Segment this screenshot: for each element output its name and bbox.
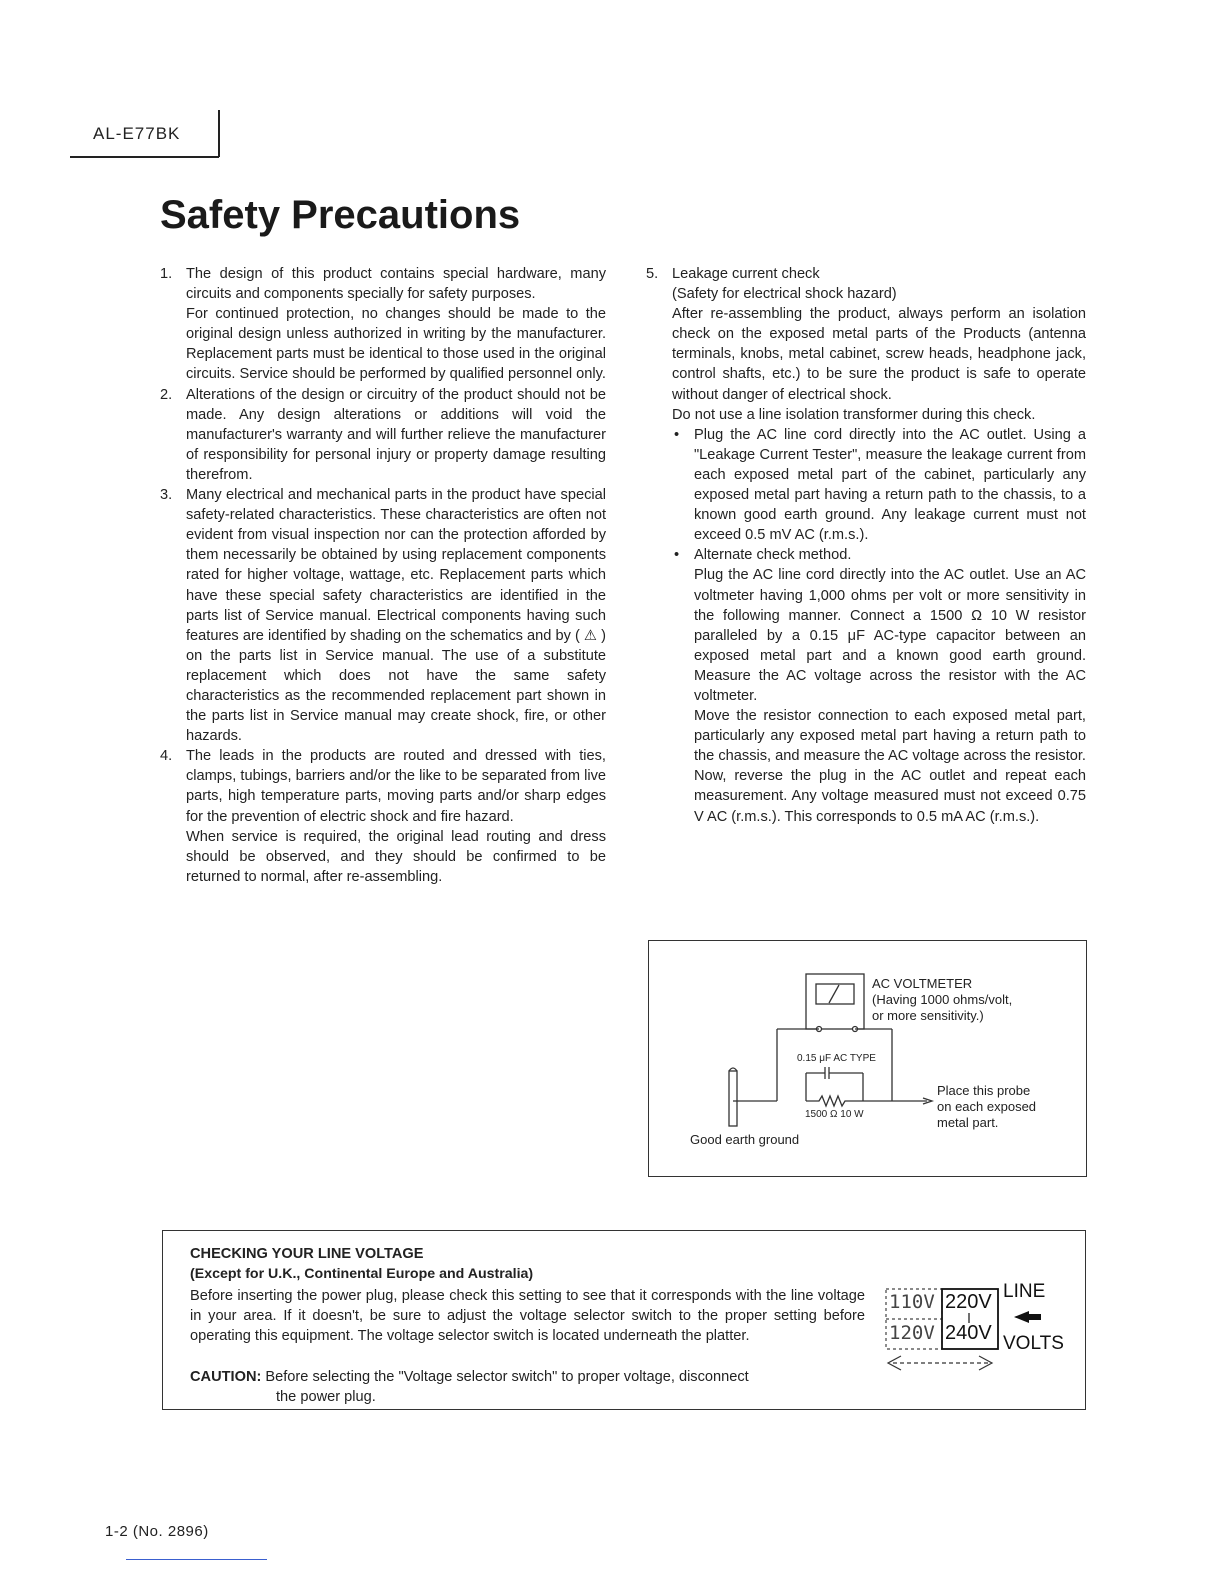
bullet-icon: • (674, 426, 680, 443)
item-number: 3. (160, 487, 173, 504)
right-column (646, 264, 1086, 827)
voltage-120: 120V (889, 1322, 935, 1344)
item-paragraph: The design of this product contains special hardware, many circuits and components specially for safety purposes. (186, 266, 606, 303)
bullet-paragraph: Plug the AC line cord directly into the AC outlet. Using a "Leakage Current Tester", measure the leakage current from each exposed metal part of the cabinet, particularly any exposed metal part having a return path to the chassis, to a known good earth ground. Any leakage current must not exceed 0.5 mV AC (r.m.s.). (694, 426, 1086, 544)
resistor-label: 1500 Ω 10 W (805, 1109, 864, 1120)
line-voltage-body: Before inserting the power plug, please check this setting to see that it corresponds with the line voltage in your area. If it doesn't, be sure to adjust the voltage selector switch to the proper setting before operating this equipment. The voltage selector switch is located underneath the platter. (190, 1288, 865, 1345)
footer-rule (126, 1559, 267, 1560)
line-voltage-subheading: (Except for U.K., Continental Europe and Australia) (190, 1266, 534, 1282)
header-divider-vertical (218, 110, 220, 157)
voltmeter-dial-icon (816, 984, 854, 1004)
left-arrow-icon (1014, 1311, 1041, 1323)
capacitor-label: 0.15 μF AC TYPE (797, 1053, 876, 1064)
line-voltage-heading: CHECKING YOUR LINE VOLTAGE (190, 1246, 424, 1262)
header-divider-horizontal (70, 156, 219, 158)
item-number: 5. (646, 266, 659, 282)
model-number: AL-E77BK (93, 124, 181, 143)
bullet-item (672, 425, 1086, 546)
voltmeter-note: (Having 1000 ohms/volt, (872, 992, 1013, 1007)
bullet-paragraph: Alternate check method. (694, 547, 852, 564)
item-number: 2. (160, 386, 173, 403)
page-number: 1-2 (No. 2896) (105, 1523, 209, 1540)
precaution-item-4 (160, 746, 606, 887)
probe-note: metal part. (937, 1115, 999, 1130)
item-paragraph: When service is required, the original lead routing and dress should be observed, and they should be confirmed to be returned to normal, after re-assembling. (186, 828, 606, 885)
item-note: Do not use a line isolation transformer during this check. (672, 406, 1036, 423)
bullet-icon: • (674, 547, 680, 564)
line-voltage-box (162, 1230, 1086, 1410)
probe-note: on each exposed (937, 1099, 1037, 1114)
voltmeter-label: AC VOLTMETER (872, 976, 973, 991)
item-paragraph: Alterations of the design or circuitry of the product should not be made. Any design alterations or additions will void the manufacturer's warranty and will further relieve the manufacturer of responsibility for personal injury or property damage resulting therefrom. (186, 386, 606, 483)
item-heading: Leakage current check (672, 266, 820, 282)
leakage-test-diagram (648, 940, 1087, 1177)
voltmeter-body (806, 974, 864, 1029)
voltage-selector-illustration (883, 1281, 1079, 1397)
item-subheading: (Safety for electrical shock hazard) (672, 286, 897, 303)
bullet-paragraph: Move the resistor connection to each exposed metal part, particularly any exposed metal part having a return path to the chassis, and measure the AC voltage across the resistor. Now, reverse the plug in the AC outlet and repeat each measurement. Any voltage measured must not exceed 0.75 V AC (r.m.s.). This corresponds to 0.5 mA AC (r.m.s.). (694, 708, 1086, 825)
precaution-item-5 (646, 264, 1086, 827)
precaution-item-2 (160, 385, 606, 485)
bullet-item (672, 545, 1086, 826)
left-column (160, 264, 606, 887)
precaution-item-1 (160, 264, 606, 385)
item-paragraph: The leads in the products are routed and dressed with ties, clamps, tubings, barriers and/or the like to be separated from live parts, high temperature parts, moving parts and/or sharp edges for the prevention of electric shock and fire hazard. (186, 748, 606, 825)
probe-note: Place this probe (937, 1083, 1031, 1098)
precaution-item-3 (160, 485, 606, 746)
caution-text: Before selecting the "Voltage selector switch" to proper voltage, disconnect (265, 1369, 749, 1385)
caution-label: CAUTION: (190, 1369, 262, 1385)
ground-label: Good earth ground (690, 1132, 800, 1147)
voltage-220: 220V (945, 1291, 992, 1313)
volts-word: VOLTS (1003, 1333, 1064, 1354)
voltmeter-note: or more sensitivity.) (872, 1008, 984, 1023)
item-number: 1. (160, 266, 173, 282)
caution-text: the power plug. (276, 1389, 376, 1406)
line-word: LINE (1003, 1281, 1046, 1302)
voltage-240: 240V (945, 1322, 992, 1344)
page-title: Safety Precautions (160, 193, 521, 237)
item-paragraph: For continued protection, no changes should be made to the original design unless authorized in writing by the manufacturer. Replacement parts must be identical to those used in the original circuits. Service should be performed by qualified personnel only. (186, 306, 606, 383)
item-number: 4. (160, 748, 173, 765)
caution-note (190, 1367, 870, 1407)
item-paragraph: Many electrical and mechanical parts in the product have special safety-related characteristics. These characteristics are often not evident from visual inspection nor can the protection afforded by them necessarily be obtained by using replacement components rated for higher voltage, wattage, etc. Replacement parts which have these special safety characteristics are identified in the parts list of Service manual. Electrical components having such features are identified by shading on the schematics and by ( ⚠ ) on the parts list in Service manual. The use of a substitute replacement which does not have the same safety characteristics as the recommended replacement part shown in the parts list in Service manual may create shock, fire, or other hazards. (186, 487, 606, 745)
voltage-110: 110V (889, 1291, 935, 1313)
item-paragraph: After re-assembling the product, always perform an isolation check on the exposed metal parts of the Products (antenna terminals, knobs, metal cabinet, screw heads, headphone jack, control shafts, etc.) to be sure the product is safe to operate without danger of electrical shock. (672, 306, 1086, 403)
bullet-paragraph: Plug the AC line cord directly into the AC outlet. Use an AC voltmeter having 1,000 ohms per volt or more sensitivity in the following manner. Connect a 1500 Ω 10 W resistor paralleled by a 0.15 μF AC-type capacitor between an exposed metal part and a known good earth ground. Measure the AC voltage across the resistor with the AC voltmeter. (694, 567, 1086, 704)
